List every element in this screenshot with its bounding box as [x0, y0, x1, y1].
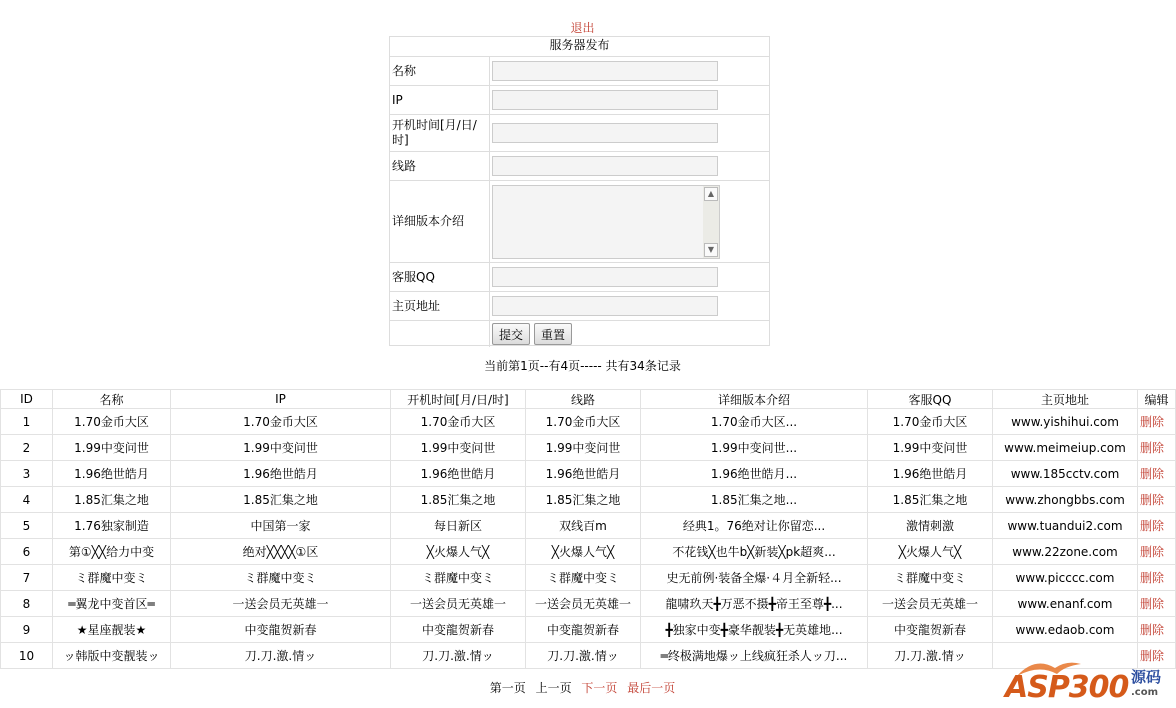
time-label-line2: 时] [392, 133, 409, 147]
table-cell: 不花钱╳也牛b╳新装╳pk超爽... [641, 539, 868, 565]
qq-label: 客服QQ [390, 263, 490, 291]
table-row [1, 461, 1176, 487]
table-cell: www.picccc.com [993, 565, 1138, 591]
table-cell: 8 [1, 591, 53, 617]
table-cell: ╳火爆人气╳ [526, 539, 641, 565]
time-input[interactable] [492, 123, 718, 143]
scroll-down-icon[interactable]: ▼ [704, 243, 718, 257]
table-cell: 1.96绝世皓月... [641, 461, 868, 487]
table-cell: ╳火爆人气╳ [391, 539, 526, 565]
delete-link[interactable]: 删除 [1138, 487, 1176, 513]
name-label: 名称 [390, 57, 490, 85]
table-cell: 1.70金币大区 [391, 409, 526, 435]
first-page-link[interactable]: 第一页 [489, 681, 526, 695]
table-cell: 1.70金币大区 [171, 409, 391, 435]
delete-link[interactable]: 删除 [1138, 591, 1176, 617]
last-page-link[interactable]: 最后一页 [627, 681, 676, 695]
watermark-side [1131, 670, 1161, 700]
reset-button[interactable]: 重置 [534, 323, 572, 345]
table-row [1, 487, 1176, 513]
table-cell: 1.99中变问世... [641, 435, 868, 461]
table-cell: 1.99中变问世 [526, 435, 641, 461]
column-header: IP [171, 390, 391, 409]
delete-link[interactable]: 删除 [1138, 539, 1176, 565]
table-cell: 1.76独家制造 [53, 513, 171, 539]
table-row [1, 591, 1176, 617]
table-cell: 1.99中变问世 [171, 435, 391, 461]
prev-page-link[interactable]: 上一页 [535, 681, 572, 695]
homepage-label: 主页地址 [390, 292, 490, 320]
table-cell: 激情刺激 [868, 513, 993, 539]
table-cell: 1.99中变问世 [53, 435, 171, 461]
delete-link[interactable]: 删除 [1138, 435, 1176, 461]
form-row-detail [390, 181, 769, 263]
table-row [1, 513, 1176, 539]
table-cell: www.enanf.com [993, 591, 1138, 617]
name-input[interactable] [492, 61, 718, 81]
column-header: 详细版本介绍 [641, 390, 868, 409]
watermark-side-line1: 源码 [1130, 668, 1161, 686]
submit-button[interactable]: 提交 [492, 323, 530, 345]
table-cell: 1.96绝世皓月 [53, 461, 171, 487]
column-header: ID [1, 390, 53, 409]
table-cell: 1.85汇集之地 [53, 487, 171, 513]
table-cell: 每日新区 [391, 513, 526, 539]
table-cell: 3 [1, 461, 53, 487]
table-cell: ★星座靓装★ [53, 617, 171, 643]
table-cell: 一送会员无英雄一 [171, 591, 391, 617]
table-cell: www.edaob.com [993, 617, 1138, 643]
homepage-input[interactable] [492, 296, 718, 316]
table-cell: 1.85汇集之地 [171, 487, 391, 513]
bottom-pager [0, 679, 1165, 696]
watermark-logo [995, 658, 1161, 706]
logout-bar [0, 19, 1165, 36]
table-cell: 史无前例·装备全爆·４月全新轻... [641, 565, 868, 591]
table-row [1, 409, 1176, 435]
table-cell: ═终极满地爆ッ上线疯狂杀人ッ刀... [641, 643, 868, 669]
table-cell: 中国第一家 [171, 513, 391, 539]
table-cell: www.meimeiup.com [993, 435, 1138, 461]
table-cell: 6 [1, 539, 53, 565]
detail-textarea-wrap [492, 185, 720, 259]
ip-label: IP [390, 86, 490, 114]
scroll-up-icon[interactable]: ▲ [704, 187, 718, 201]
column-header: 名称 [53, 390, 171, 409]
table-cell: 一送会员无英雄一 [868, 591, 993, 617]
table-cell: ミ群魔中变ミ [868, 565, 993, 591]
watermark-text: ASP300 [1005, 670, 1129, 705]
table-cell: 经典1。76绝对让你留恋... [641, 513, 868, 539]
delete-link[interactable]: 删除 [1138, 461, 1176, 487]
form-row-homepage [390, 292, 769, 321]
delete-link[interactable]: 删除 [1138, 643, 1176, 669]
table-cell: 第①╳╳给力中变 [53, 539, 171, 565]
route-label: 线路 [390, 152, 490, 180]
table-cell: ミ群魔中变ミ [526, 565, 641, 591]
table-cell: 绝对╳╳╳╳①区 [171, 539, 391, 565]
table-row [1, 435, 1176, 461]
table-cell: 双线百m [526, 513, 641, 539]
table-cell: 1.96绝世皓月 [526, 461, 641, 487]
column-header: 主页地址 [993, 390, 1138, 409]
delete-link[interactable]: 删除 [1138, 617, 1176, 643]
form-row-route [390, 152, 769, 181]
time-label [390, 115, 490, 151]
table-cell: 1.70金币大区 [526, 409, 641, 435]
table-cell: ミ群魔中变ミ [171, 565, 391, 591]
table-cell: 1.96绝世皓月 [868, 461, 993, 487]
table-body [1, 409, 1176, 669]
form-title: 服务器发布 [390, 37, 769, 57]
table-cell: 一送会员无英雄一 [391, 591, 526, 617]
table-row [1, 539, 1176, 565]
table-cell: 10 [1, 643, 53, 669]
table-cell: 1.96绝世皓月 [391, 461, 526, 487]
table-cell: ッ韩版中变靓装ッ [53, 643, 171, 669]
table-cell: 1.70金币大区 [53, 409, 171, 435]
table-cell: ミ群魔中变ミ [391, 565, 526, 591]
detail-textarea[interactable] [493, 186, 703, 258]
column-header: 开机时间[月/日/时] [391, 390, 526, 409]
table-cell: 5 [1, 513, 53, 539]
column-header: 客服QQ [868, 390, 993, 409]
textarea-scrollbar[interactable] [703, 186, 719, 258]
table-cell: 7 [1, 565, 53, 591]
table-cell: 中变龍贺新春 [391, 617, 526, 643]
table-cell: www.yishihui.com [993, 409, 1138, 435]
table-cell: 刀.刀.激.情ッ [526, 643, 641, 669]
delete-link[interactable]: 删除 [1138, 565, 1176, 591]
table-cell: 刀.刀.激.情ッ [868, 643, 993, 669]
column-header: 线路 [526, 390, 641, 409]
qq-input[interactable] [492, 267, 718, 287]
column-header: 编辑 [1138, 390, 1176, 409]
table-cell: 1.70金币大区... [641, 409, 868, 435]
logout-link[interactable]: 退出 [570, 21, 595, 35]
table-cell: 9 [1, 617, 53, 643]
table-cell: 一送会员无英雄一 [526, 591, 641, 617]
ip-input[interactable] [492, 90, 718, 110]
table-cell: ╳火爆人气╳ [868, 539, 993, 565]
table-cell: 1.85汇集之地 [391, 487, 526, 513]
table-cell: 中变龍贺新春 [171, 617, 391, 643]
table-cell: www.zhongbbs.com [993, 487, 1138, 513]
table-cell: 刀.刀.激.情ッ [391, 643, 526, 669]
route-input[interactable] [492, 156, 718, 176]
delete-link[interactable]: 删除 [1138, 513, 1176, 539]
form-row-qq [390, 263, 769, 292]
buttons-label-cell [390, 321, 490, 347]
table-header-row [1, 390, 1176, 409]
table-cell: 1 [1, 409, 53, 435]
table-cell: 中变龍贺新春 [868, 617, 993, 643]
table-cell: 1.99中变问世 [391, 435, 526, 461]
table-cell: 4 [1, 487, 53, 513]
table-cell: 1.96绝世皓月 [171, 461, 391, 487]
pager-info: 当前第1页--有4页----- 共有34条记录 [484, 359, 681, 373]
table-cell: 1.99中变问世 [868, 435, 993, 461]
table-cell: 1.85汇集之地 [526, 487, 641, 513]
watermark-side-line2: .com [1130, 687, 1159, 698]
table-cell: 2 [1, 435, 53, 461]
table-cell: 刀.刀.激.情ッ [171, 643, 391, 669]
time-label-line1: 开机时间[月/日/ [392, 118, 477, 132]
table-row [1, 617, 1176, 643]
table-cell: ╋独家中变╋豪华靓装╋无英雄地... [641, 617, 868, 643]
form-row-buttons [390, 321, 769, 347]
server-publish-form [389, 36, 770, 346]
server-table [0, 389, 1176, 669]
form-row-name [390, 57, 769, 86]
detail-label: 详细版本介绍 [390, 181, 490, 262]
table-row [1, 565, 1176, 591]
table-cell: 1.85汇集之地... [641, 487, 868, 513]
table-cell: www.22zone.com [993, 539, 1138, 565]
form-row-ip [390, 86, 769, 115]
table-cell: ミ群魔中变ミ [53, 565, 171, 591]
table-cell: 龍啸玖天╋万恶不摄╋帝王至尊╋... [641, 591, 868, 617]
table-cell: 中变龍贺新春 [526, 617, 641, 643]
table-cell: 1.70金币大区 [868, 409, 993, 435]
next-page-link[interactable]: 下一页 [581, 681, 618, 695]
delete-link[interactable]: 删除 [1138, 409, 1176, 435]
table-cell: 1.85汇集之地 [868, 487, 993, 513]
table-cell: ═翼龙中变首区═ [53, 591, 171, 617]
table-cell: www.tuandui2.com [993, 513, 1138, 539]
table-cell: www.185cctv.com [993, 461, 1138, 487]
form-row-time [390, 115, 769, 152]
